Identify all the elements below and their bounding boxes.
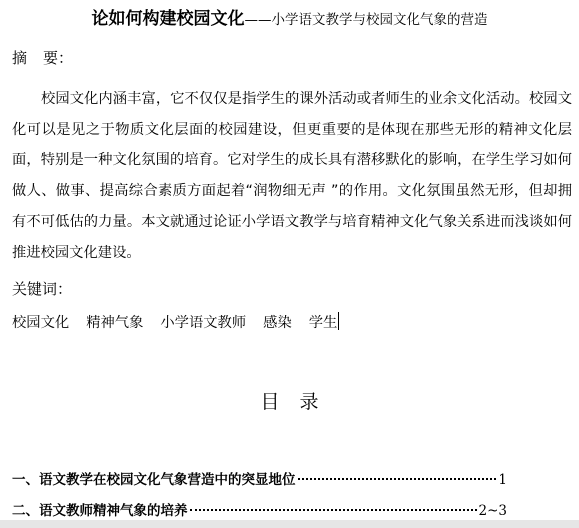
toc-entry-text: 一、语文教学在校园文化气象营造中的突显地位 xyxy=(12,472,296,488)
toc-entry[interactable] xyxy=(12,499,507,519)
text-cursor xyxy=(338,312,339,330)
keywords-list[interactable] xyxy=(12,312,339,332)
keyword-item: 学生 xyxy=(308,315,338,331)
keyword-item: 精神气象 xyxy=(86,315,144,331)
abstract-label xyxy=(12,47,73,68)
toc-dot-leader xyxy=(190,509,477,511)
toc-entry-page: 2~3 xyxy=(478,503,507,519)
keywords-label: 关键词： xyxy=(12,280,73,298)
abstract-label-part2: 要： xyxy=(43,49,74,67)
abstract-label-part1: 摘 xyxy=(12,49,28,67)
page-bottom-edge xyxy=(0,520,579,528)
keyword-item: 小学语文教师 xyxy=(160,315,247,331)
toc-entry[interactable] xyxy=(12,468,507,488)
toc-entry-text: 二、语文教师精神气象的培养 xyxy=(12,503,188,519)
title-main: 论如何构建校园文化 xyxy=(91,9,245,29)
keyword-item: 校园文化 xyxy=(12,315,70,331)
keyword-item: 感染 xyxy=(263,315,292,331)
toc-dot-leader xyxy=(298,478,497,480)
toc-title: 目录 xyxy=(260,391,339,413)
toc-entry-page: 1 xyxy=(498,472,507,488)
abstract-text[interactable]: 校园文化内涵丰富，它不仅仅是指学生的课外活动或者师生的业余文化活动。校园文化可以是见之于物质文化层面的校园建设，但更重要的是体现在那些无形的精神文化层面，特别是一种文化氛围的培育。它对学生的成长具有潜移默化的影响，在学生学习如何做人、做事、提高综合素质方面起着“润物细无声 ”的作用。文化氛围虽然无形，但却拥有不可低估的力量。本文就通过论证小学语文教学与培育精神文化气象关系进而浅谈如何推进校园文化建设。 xyxy=(12,91,572,261)
title-subtitle: ——小学语文教学与校园文化气象的营造 xyxy=(244,12,488,28)
document-title xyxy=(0,4,579,29)
